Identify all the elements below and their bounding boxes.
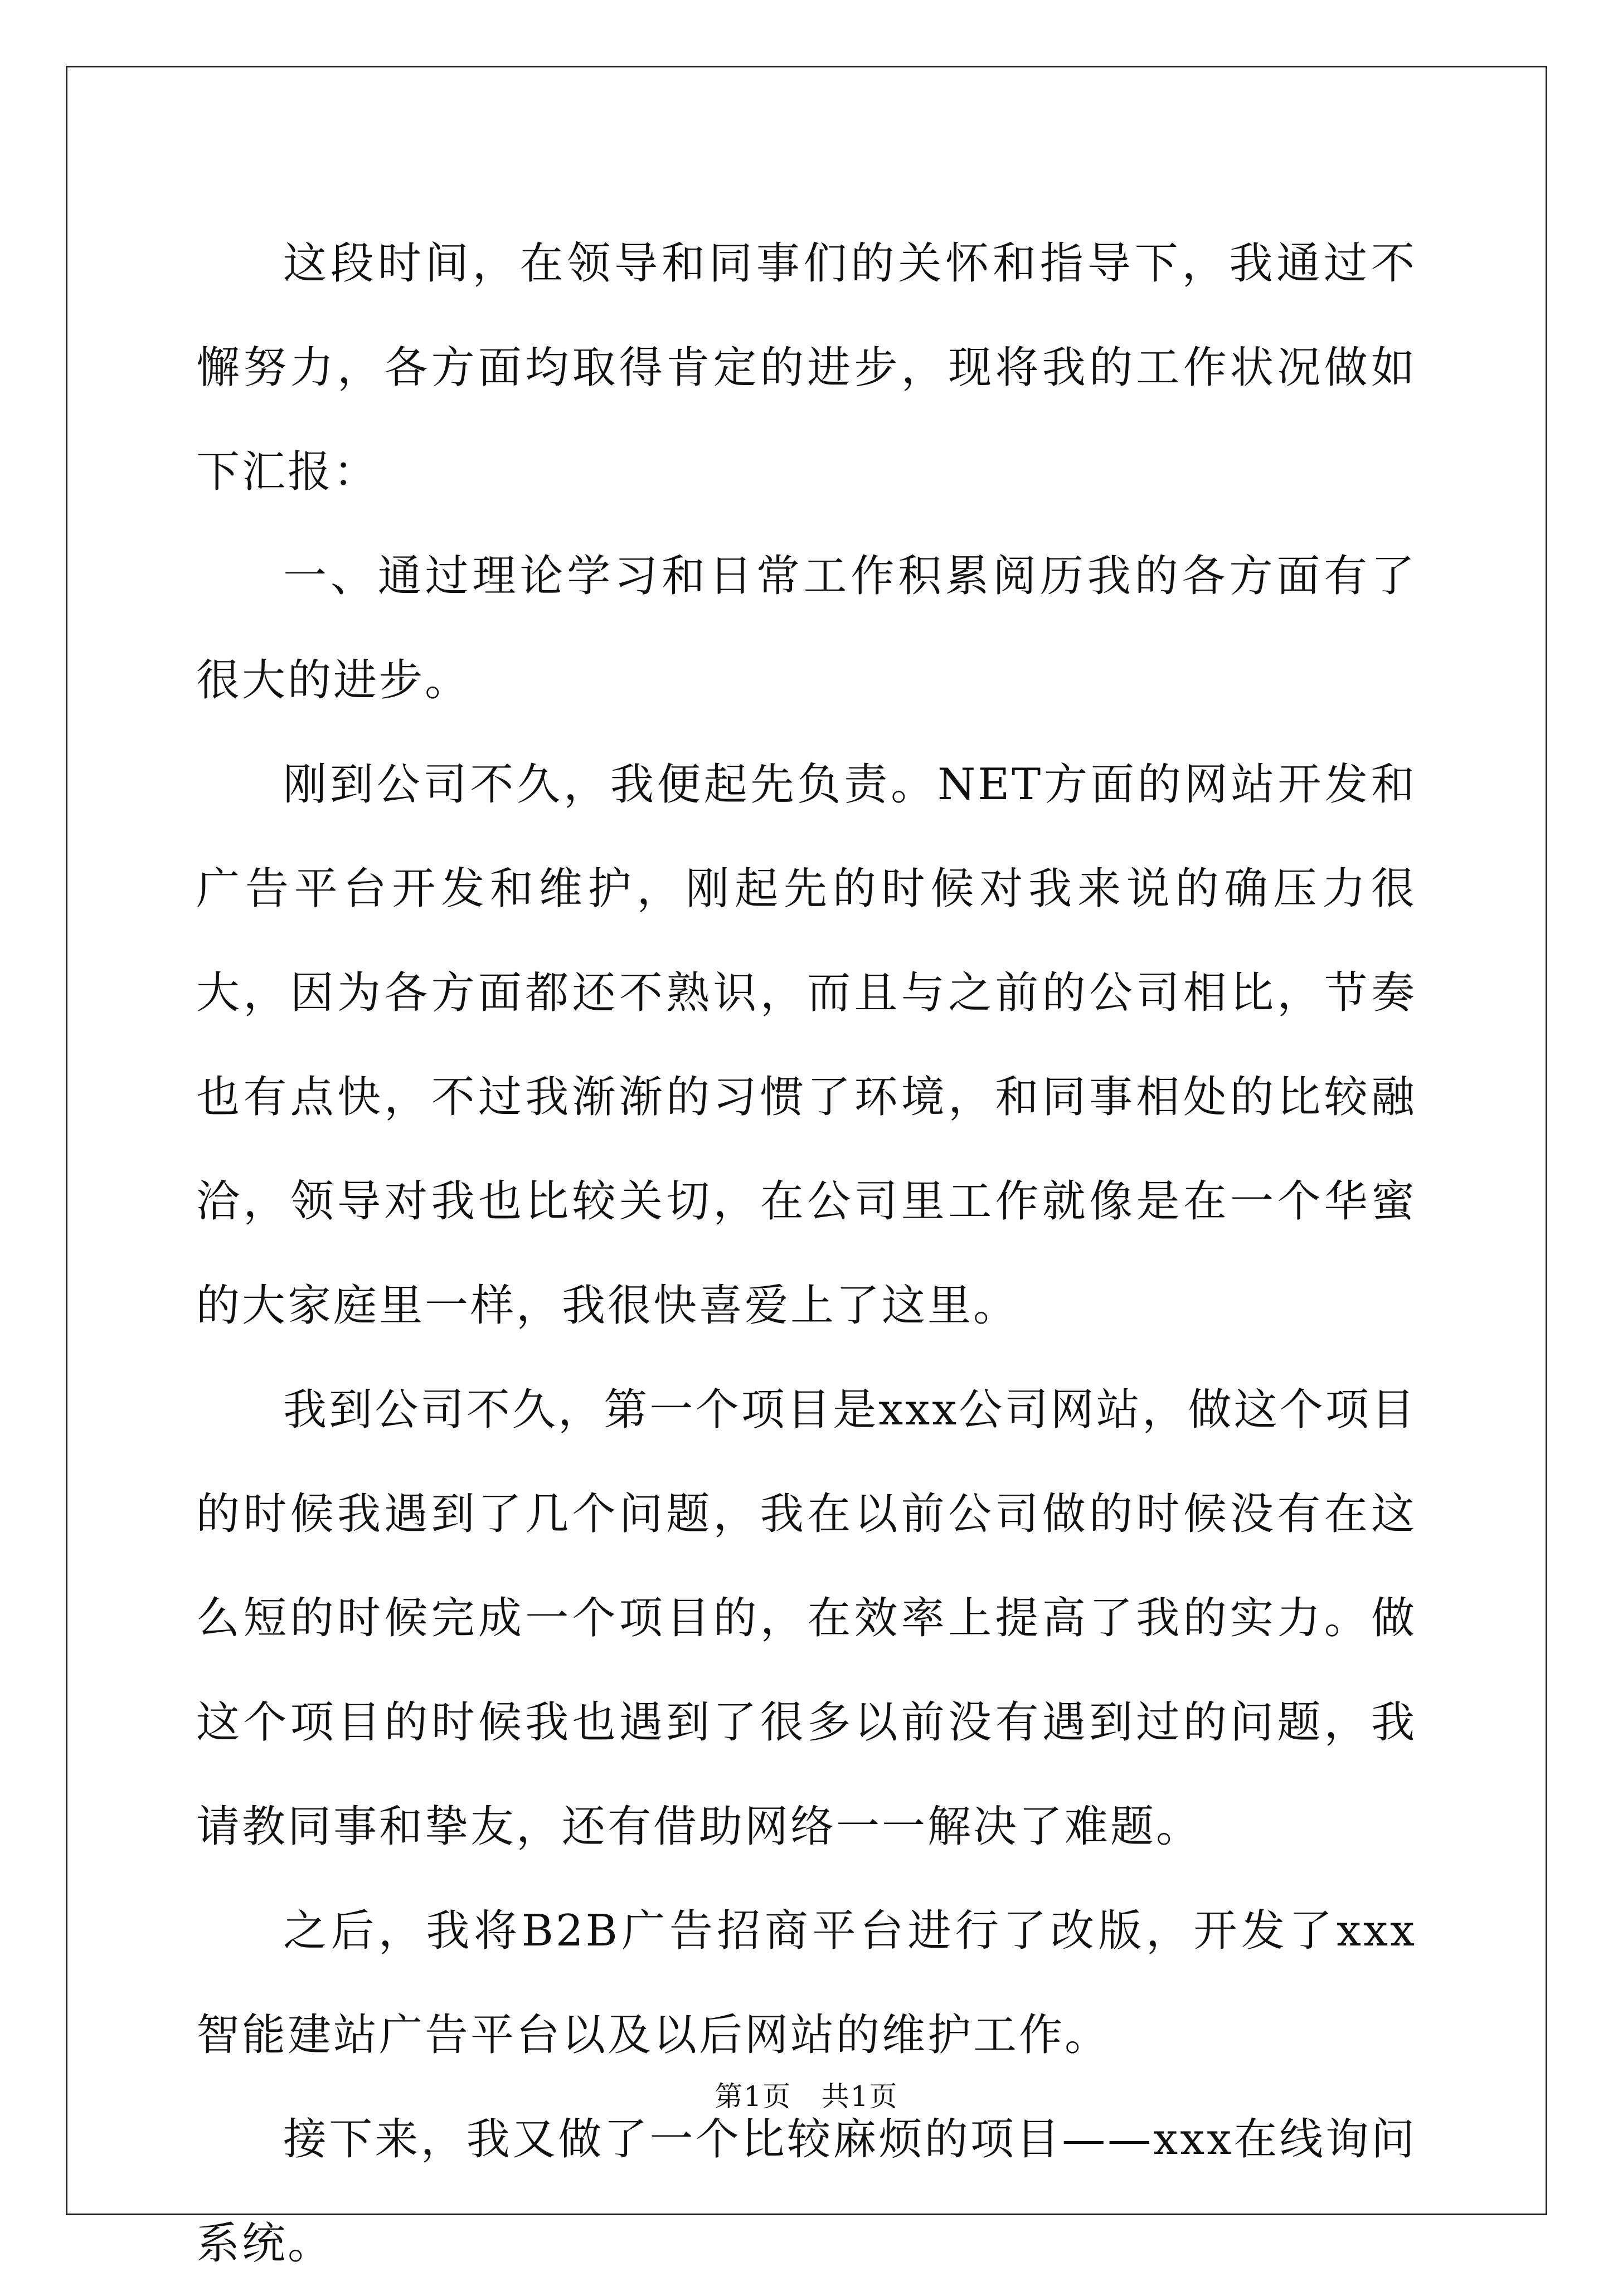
paragraph: 这段时间，在领导和同事们的关怀和指导下，我通过不懈努力，各方面均取得肯定的进步，现将我的工作状况做如下汇报：: [196, 239, 1417, 497]
paragraph: 刚到公司不久，我便起先负责。NET方面的网站开发和广告平台开发和维护，刚起先的时候对我来说的确压力很大，因为各方面都还不熟识，而且与之前的公司相比，节奏也有点快，不过我渐渐的习惯了环境，和同事相处的比较融洽，领导对我也比较关切，在公司里工作就像是在一个华蜜的大家庭里一样，我很快喜爱上了这里。: [196, 760, 1417, 1331]
page-footer: [0, 2074, 1613, 2114]
paragraph: 一、通过理论学习和日常工作积累阅历我的各方面有了很大的进步。: [196, 551, 1417, 706]
paragraph: 接下来，我又做了一个比较麻烦的项目——xxx在线询问系统。: [196, 2114, 1417, 2269]
page-number: 第1页: [715, 2080, 792, 2113]
paragraph: 之后，我将B2B广告招商平台进行了改版，开发了xxx智能建站广告平台以及以后网站的维护工作。: [196, 1906, 1417, 2060]
paragraph: 我到公司不久，第一个项目是xxx公司网站，做这个项目的时候我遇到了几个问题，我在以前公司做的时候没有在这么短的时候完成一个项目的，在效率上提高了我的实力。做这个项目的时候我也遇到了很多以前没有遇到过的问题，我请教同事和挚友，还有借助网络一一解决了难题。: [196, 1385, 1417, 1852]
document-body: [196, 212, 1417, 2296]
page-total: 共1页: [821, 2080, 898, 2113]
